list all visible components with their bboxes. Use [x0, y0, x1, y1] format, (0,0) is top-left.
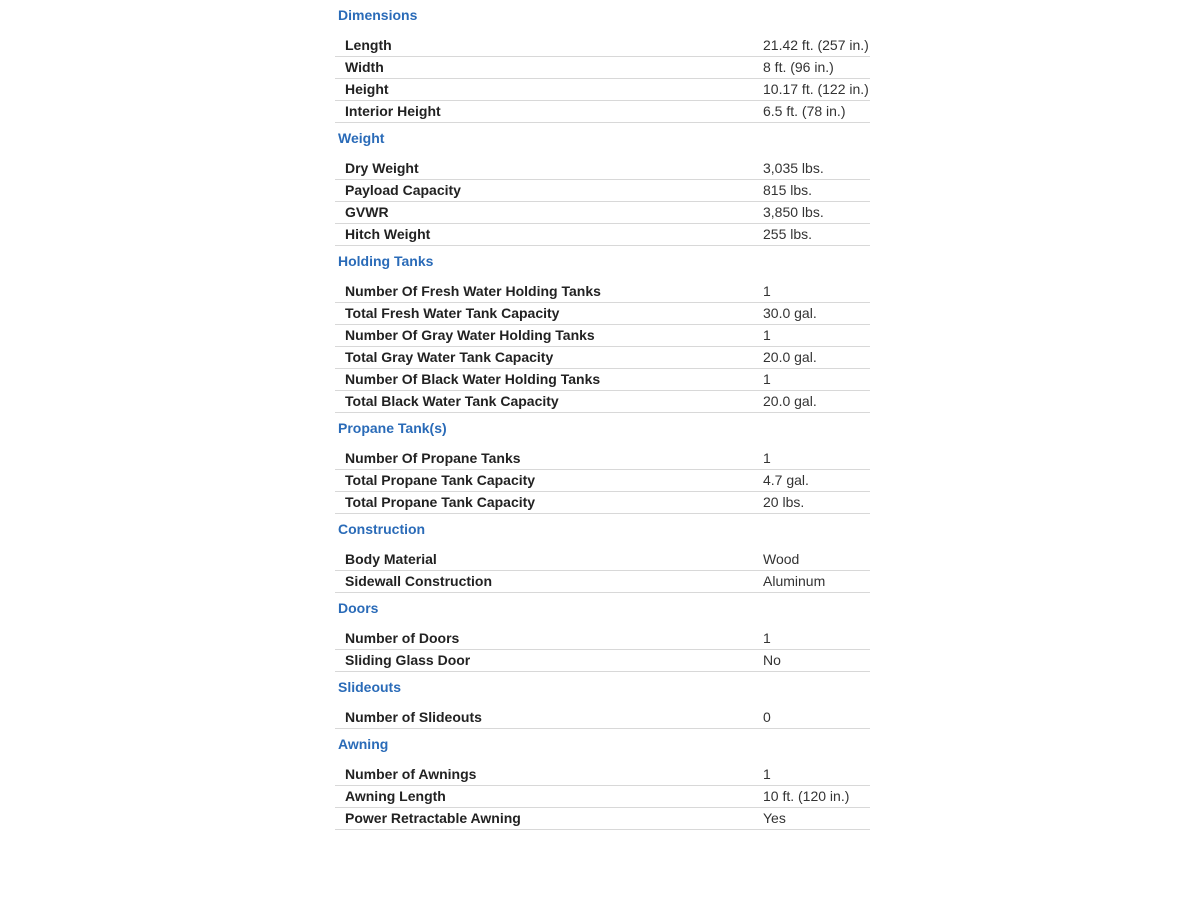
spec-value: 30.0 gal. [763, 305, 817, 321]
spec-label: Number Of Black Water Holding Tanks [345, 371, 601, 387]
spec-value: 1 [763, 371, 771, 387]
spec-value: 1 [763, 766, 771, 782]
spec-label: Total Propane Tank Capacity [345, 472, 536, 488]
spec-row [335, 202, 870, 224]
spec-value: 8 ft. (96 in.) [763, 59, 834, 75]
spec-row [335, 470, 870, 492]
spec-row [335, 764, 870, 786]
section-title: Propane Tank(s) [338, 420, 447, 436]
spec-value: 10 ft. (120 in.) [763, 788, 850, 804]
spec-label: Interior Height [345, 103, 441, 119]
spec-label: Total Gray Water Tank Capacity [345, 349, 554, 365]
spec-label: Dry Weight [345, 160, 419, 176]
spec-value: Yes [763, 810, 786, 826]
section-title: Weight [338, 130, 385, 146]
spec-value: Wood [763, 551, 800, 567]
spec-label: Power Retractable Awning [345, 810, 521, 826]
section-title: Slideouts [338, 679, 402, 695]
section-title: Doors [338, 600, 379, 616]
spec-label: Number Of Gray Water Holding Tanks [345, 327, 595, 343]
spec-row [335, 391, 870, 413]
spec-row [335, 347, 870, 369]
spec-label: Sliding Glass Door [345, 652, 471, 668]
section-doors [335, 598, 870, 672]
spec-value: 1 [763, 450, 771, 466]
spec-label: Awning Length [345, 788, 446, 804]
spec-value: 0 [763, 709, 771, 725]
spec-row [335, 786, 870, 808]
spec-value: 1 [763, 327, 771, 343]
spec-value: 10.17 ft. (122 in.) [763, 81, 869, 97]
spec-label: Number Of Fresh Water Holding Tanks [345, 283, 601, 299]
spec-label: Number Of Propane Tanks [345, 450, 521, 466]
spec-value: Aluminum [763, 573, 826, 589]
spec-label: GVWR [345, 204, 389, 220]
spec-row [335, 549, 870, 571]
spec-value: 20.0 gal. [763, 349, 817, 365]
spec-value: 815 lbs. [763, 182, 813, 198]
spec-row [335, 79, 870, 101]
spec-label: Number of Slideouts [345, 709, 482, 725]
spec-label: Payload Capacity [345, 182, 461, 198]
spec-row [335, 101, 870, 123]
spec-row [335, 35, 870, 57]
spec-row [335, 224, 870, 246]
section-dimensions [335, 5, 870, 123]
spec-row [335, 325, 870, 347]
spec-row [335, 281, 870, 303]
spec-row [335, 180, 870, 202]
spec-value: No [763, 652, 781, 668]
spec-label: Total Fresh Water Tank Capacity [345, 305, 560, 321]
spec-value: 4.7 gal. [763, 472, 809, 488]
spec-value: 255 lbs. [763, 226, 813, 242]
spec-row [335, 808, 870, 830]
spec-label: Width [345, 59, 384, 75]
section-title: Dimensions [338, 7, 418, 23]
spec-row [335, 303, 870, 325]
spec-value: 20 lbs. [763, 494, 805, 510]
spec-label: Length [345, 37, 392, 53]
spec-row [335, 369, 870, 391]
spec-label: Total Black Water Tank Capacity [345, 393, 559, 409]
spec-label: Sidewall Construction [345, 573, 493, 589]
spec-label: Height [345, 81, 389, 97]
spec-row [335, 650, 870, 672]
section-weight [335, 128, 870, 246]
spec-value: 1 [763, 283, 771, 299]
spec-row [335, 707, 870, 729]
spec-label: Hitch Weight [345, 226, 431, 242]
spec-row [335, 492, 870, 514]
spec-row [335, 628, 870, 650]
spec-label: Total Propane Tank Capacity [345, 494, 536, 510]
spec-value: 1 [763, 630, 771, 646]
spec-label: Number of Doors [345, 630, 460, 646]
spec-row [335, 158, 870, 180]
spec-value: 6.5 ft. (78 in.) [763, 103, 846, 119]
section-title: Construction [338, 521, 426, 537]
section-title: Awning [338, 736, 389, 752]
spec-value: 3,850 lbs. [763, 204, 824, 220]
section-propane-tanks [335, 418, 870, 514]
section-awning [335, 734, 870, 830]
spec-label: Number of Awnings [345, 766, 477, 782]
section-slideouts [335, 677, 870, 729]
spec-value: 3,035 lbs. [763, 160, 824, 176]
spec-row [335, 57, 870, 79]
section-construction [335, 519, 870, 593]
spec-value: 21.42 ft. (257 in.) [763, 37, 869, 53]
section-holding-tanks [335, 251, 870, 413]
section-title: Holding Tanks [338, 253, 434, 269]
spec-label: Body Material [345, 551, 437, 567]
spec-row [335, 448, 870, 470]
specifications-list [335, 0, 870, 830]
spec-row [335, 571, 870, 593]
spec-value: 20.0 gal. [763, 393, 817, 409]
